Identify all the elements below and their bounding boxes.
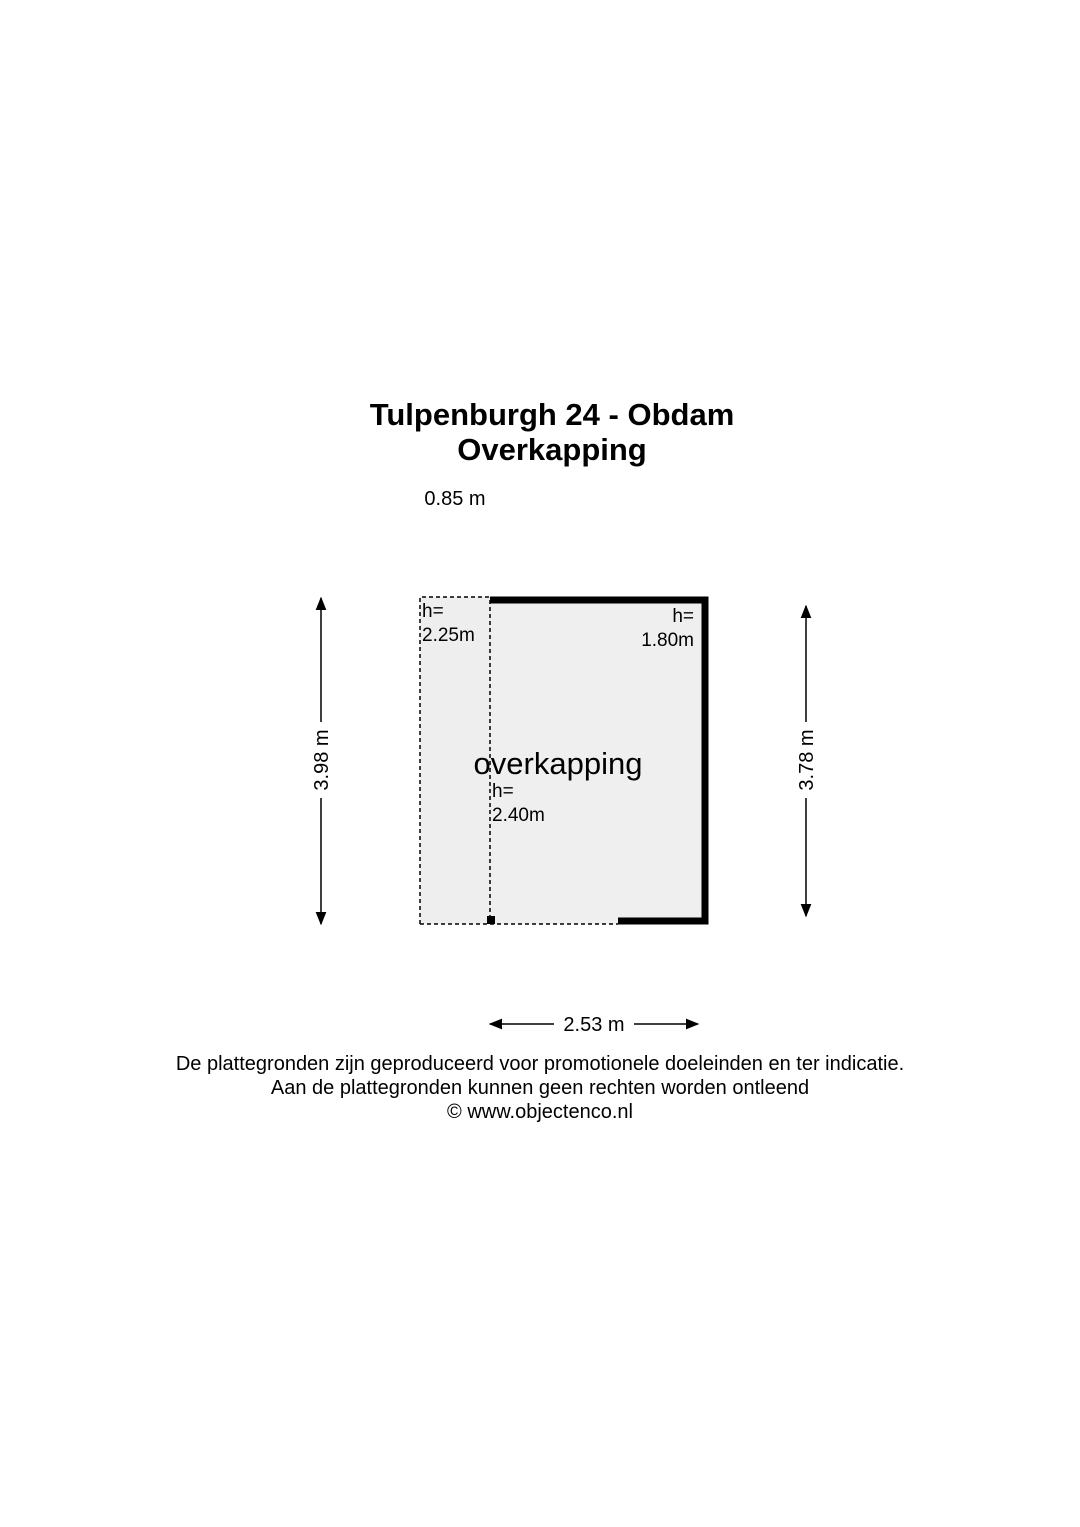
height-right-prefix: h= <box>672 606 694 627</box>
page-subtitle: Overkapping <box>457 432 647 467</box>
disclaimer-text-secondary: Aan de plattegronden kunnen geen rechten worden ontleend <box>270 1077 810 1099</box>
height-center-prefix: h= <box>492 781 514 802</box>
height-left-value: 2.25m <box>422 625 475 646</box>
bottom-dimension-label: 2.53 m <box>563 1014 625 1036</box>
right-dimension-label: 3.78 m <box>796 729 818 791</box>
copyright-text: © www.objectenco.nl <box>447 1101 633 1123</box>
post-marker <box>487 916 495 924</box>
height-right-value: 1.80m <box>641 630 694 651</box>
height-center-value: 2.40m <box>492 805 545 826</box>
height-left-prefix: h= <box>422 601 444 622</box>
page-title: Tulpenburgh 24 - Obdam <box>369 397 735 432</box>
top-dimension-label: 0.85 m <box>424 488 486 510</box>
left-dimension-label: 3.98 m <box>311 729 333 791</box>
room-label: overkapping <box>473 746 643 781</box>
disclaimer-text: De plattegronden zijn geproduceerd voor promotionele doeleinden en ter indicatie. <box>175 1053 905 1075</box>
